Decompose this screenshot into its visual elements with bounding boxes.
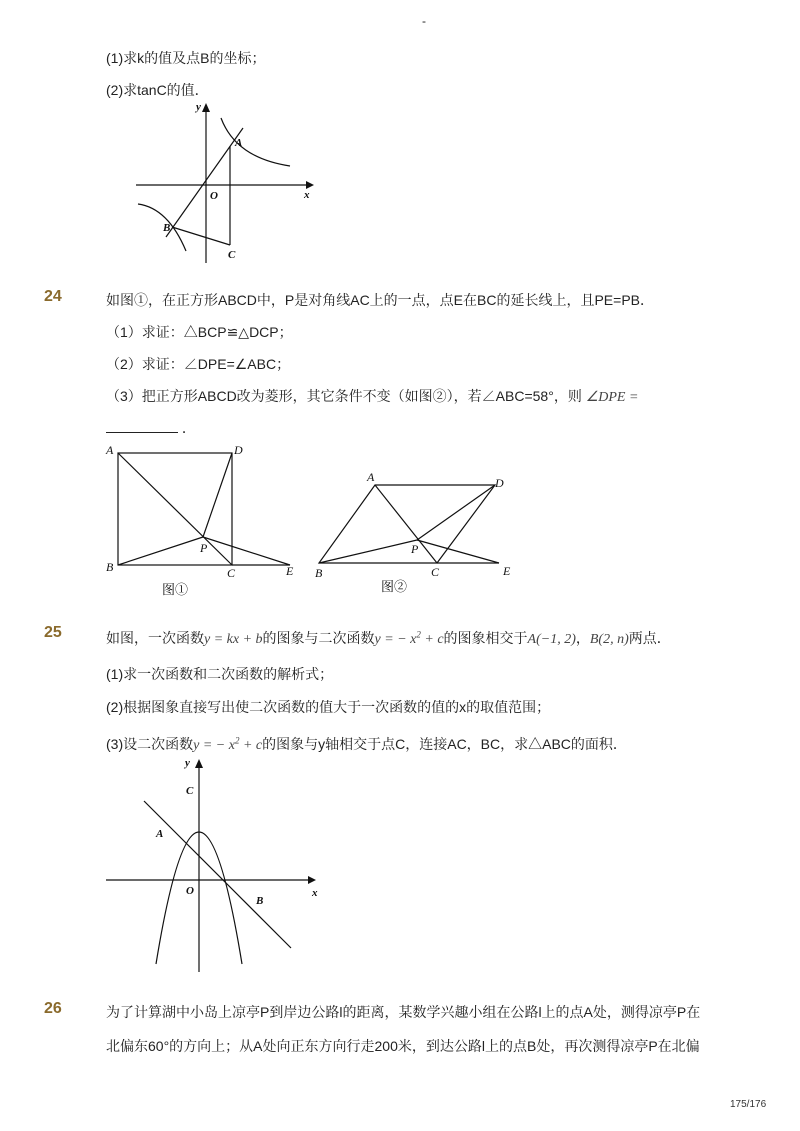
q24-fig2-segment-pe — [417, 540, 499, 563]
q25-label-a: A — [156, 828, 164, 840]
q25-label-x: x — [312, 887, 318, 899]
q25-linear-formula: y = kx + b — [204, 632, 263, 647]
q24-fig2-label-a: A — [367, 470, 375, 484]
q25-part3-formula-exp: 2 — [234, 735, 240, 746]
q25-part2: (2)根据图象直接写出使二次函数的值大于一次函数的值的x的取值范围； — [106, 699, 551, 715]
q25-label-o: O — [186, 885, 194, 897]
q25-quad-formula — [374, 629, 444, 647]
q24-fig1-segment-pd — [203, 453, 232, 537]
q23-segment-bc — [172, 227, 230, 245]
q24-fig1-label-b: B — [106, 560, 114, 574]
q23-label-a: A — [235, 137, 243, 149]
q24-fig1-segment-pe — [203, 537, 290, 565]
q24-fig1-label-c: C — [227, 566, 236, 580]
q23-hyperbola-left — [138, 204, 186, 251]
q24-answer-end: ． — [181, 420, 196, 436]
q24-fig2-label-d: D — [495, 476, 504, 490]
q25-stem-part-a: 如图，一次函数 — [106, 630, 204, 646]
q25-figure — [100, 752, 330, 977]
q24-part3-dpe: ∠DPE = — [585, 390, 639, 405]
q23-label-x: x — [304, 189, 310, 201]
q23-label-b: B — [163, 222, 171, 234]
q25-point-b: B(2, n) — [589, 632, 629, 647]
q23-figure — [128, 100, 328, 270]
q24-fig2-label-c: C — [431, 565, 440, 579]
q25-stem-part-c: 的图象相交于 — [443, 630, 528, 646]
q24-answer-blank[interactable] — [106, 422, 178, 433]
q24-fig1-label-d: D — [234, 443, 243, 457]
q24-stem: 如图①，在正方形ABCD中，P是对角线AC上的一点，点E在BC的延长线上，且PE=PB． — [106, 292, 654, 308]
q25-part3-formula — [193, 735, 263, 753]
q24-figure-2 — [305, 465, 525, 600]
q23-label-y: y — [196, 101, 201, 113]
q25-part3-formula-tail: + c — [239, 738, 263, 753]
q25-stem — [106, 628, 671, 648]
header-mark: - — [422, 14, 426, 28]
q25-label-y: y — [185, 757, 190, 769]
q23-x-arrow — [306, 181, 314, 189]
q26-number: 26 — [44, 1000, 62, 1017]
q24-answer-line — [106, 418, 196, 438]
q25-number: 25 — [44, 624, 62, 641]
q24-part3 — [106, 386, 638, 406]
q25-part3-formula-base: y = − x — [193, 738, 235, 753]
q24-fig2-rhombus — [319, 485, 495, 563]
q23-line-ab — [166, 128, 243, 237]
q24-fig1-segment-pb — [118, 537, 203, 565]
q24-fig2-label-b: B — [315, 566, 323, 580]
q24-fig2-caption: 图② — [381, 579, 408, 594]
q25-label-c: C — [186, 785, 194, 797]
q25-point-a: A(−1, 2) — [527, 632, 576, 647]
q26-line2: 北偏东60°的方向上；从A处向正东方向行走200米，到达公路l上的点B处，再次测得凉亭P在北偏 — [106, 1038, 700, 1054]
q23-label-o: O — [210, 190, 218, 202]
q24-fig2-diagonal-ac — [375, 485, 437, 563]
q24-fig1-label-e: E — [286, 564, 294, 578]
q25-label-b: B — [256, 895, 264, 907]
q26-line1: 为了计算湖中小岛上凉亭P到岸边公路l的距离，某数学兴趣小组在公路l上的点A处，测得凉亭P在 — [106, 1004, 701, 1020]
q25-part3-text-a: (3)设二次函数 — [106, 736, 194, 752]
q24-fig1-label-a: A — [106, 443, 114, 457]
q25-quad-formula-exp: 2 — [416, 629, 421, 640]
q24-fig2-label-p: P — [411, 542, 419, 556]
q24-part3-text: （3）把正方形ABCD改为菱形，其它条件不变（如图②），若∠ABC=58°，则 — [106, 388, 582, 404]
q23-label-c: C — [228, 249, 236, 261]
q24-fig1-label-p: P — [200, 541, 208, 555]
q25-y-arrow — [195, 759, 203, 768]
page-number: 175/176 — [730, 1099, 767, 1110]
q24-fig1-diagonal-ac — [118, 453, 232, 565]
q24-number: 24 — [44, 288, 62, 305]
q24-fig1-caption: 图① — [162, 582, 189, 597]
q23-y-arrow — [202, 103, 210, 112]
q25-stem-part-e: 两点． — [628, 630, 671, 646]
q23-part1: (1)求k的值及点B的坐标； — [106, 50, 266, 66]
q23-part2: (2)求tanC的值． — [106, 82, 209, 98]
q25-x-arrow — [308, 876, 316, 884]
q24-part1: （1）求证：△BCP≌△DCP； — [106, 324, 293, 340]
q24-fig2-segment-pd — [417, 485, 495, 540]
q25-stem-part-d: ， — [575, 630, 590, 646]
q23-hyperbola-right — [221, 118, 290, 166]
q25-quad-formula-base: y = − x — [374, 632, 417, 647]
q24-fig2-label-e: E — [503, 564, 511, 578]
q25-part3 — [106, 734, 627, 754]
q24-figure-1 — [100, 440, 310, 600]
q25-line-ab — [144, 801, 291, 948]
q25-quad-formula-tail: + c — [420, 632, 444, 647]
q24-part2: （2）求证：∠DPE=∠ABC； — [106, 356, 291, 372]
q25-stem-part-b: 的图象与二次函数 — [262, 630, 375, 646]
q25-part1: (1)求一次函数和二次函数的解析式； — [106, 666, 334, 682]
q25-part3-text-b: 的图象与y轴相交于点C，连接AC，BC，求△ABC的面积． — [262, 736, 627, 752]
